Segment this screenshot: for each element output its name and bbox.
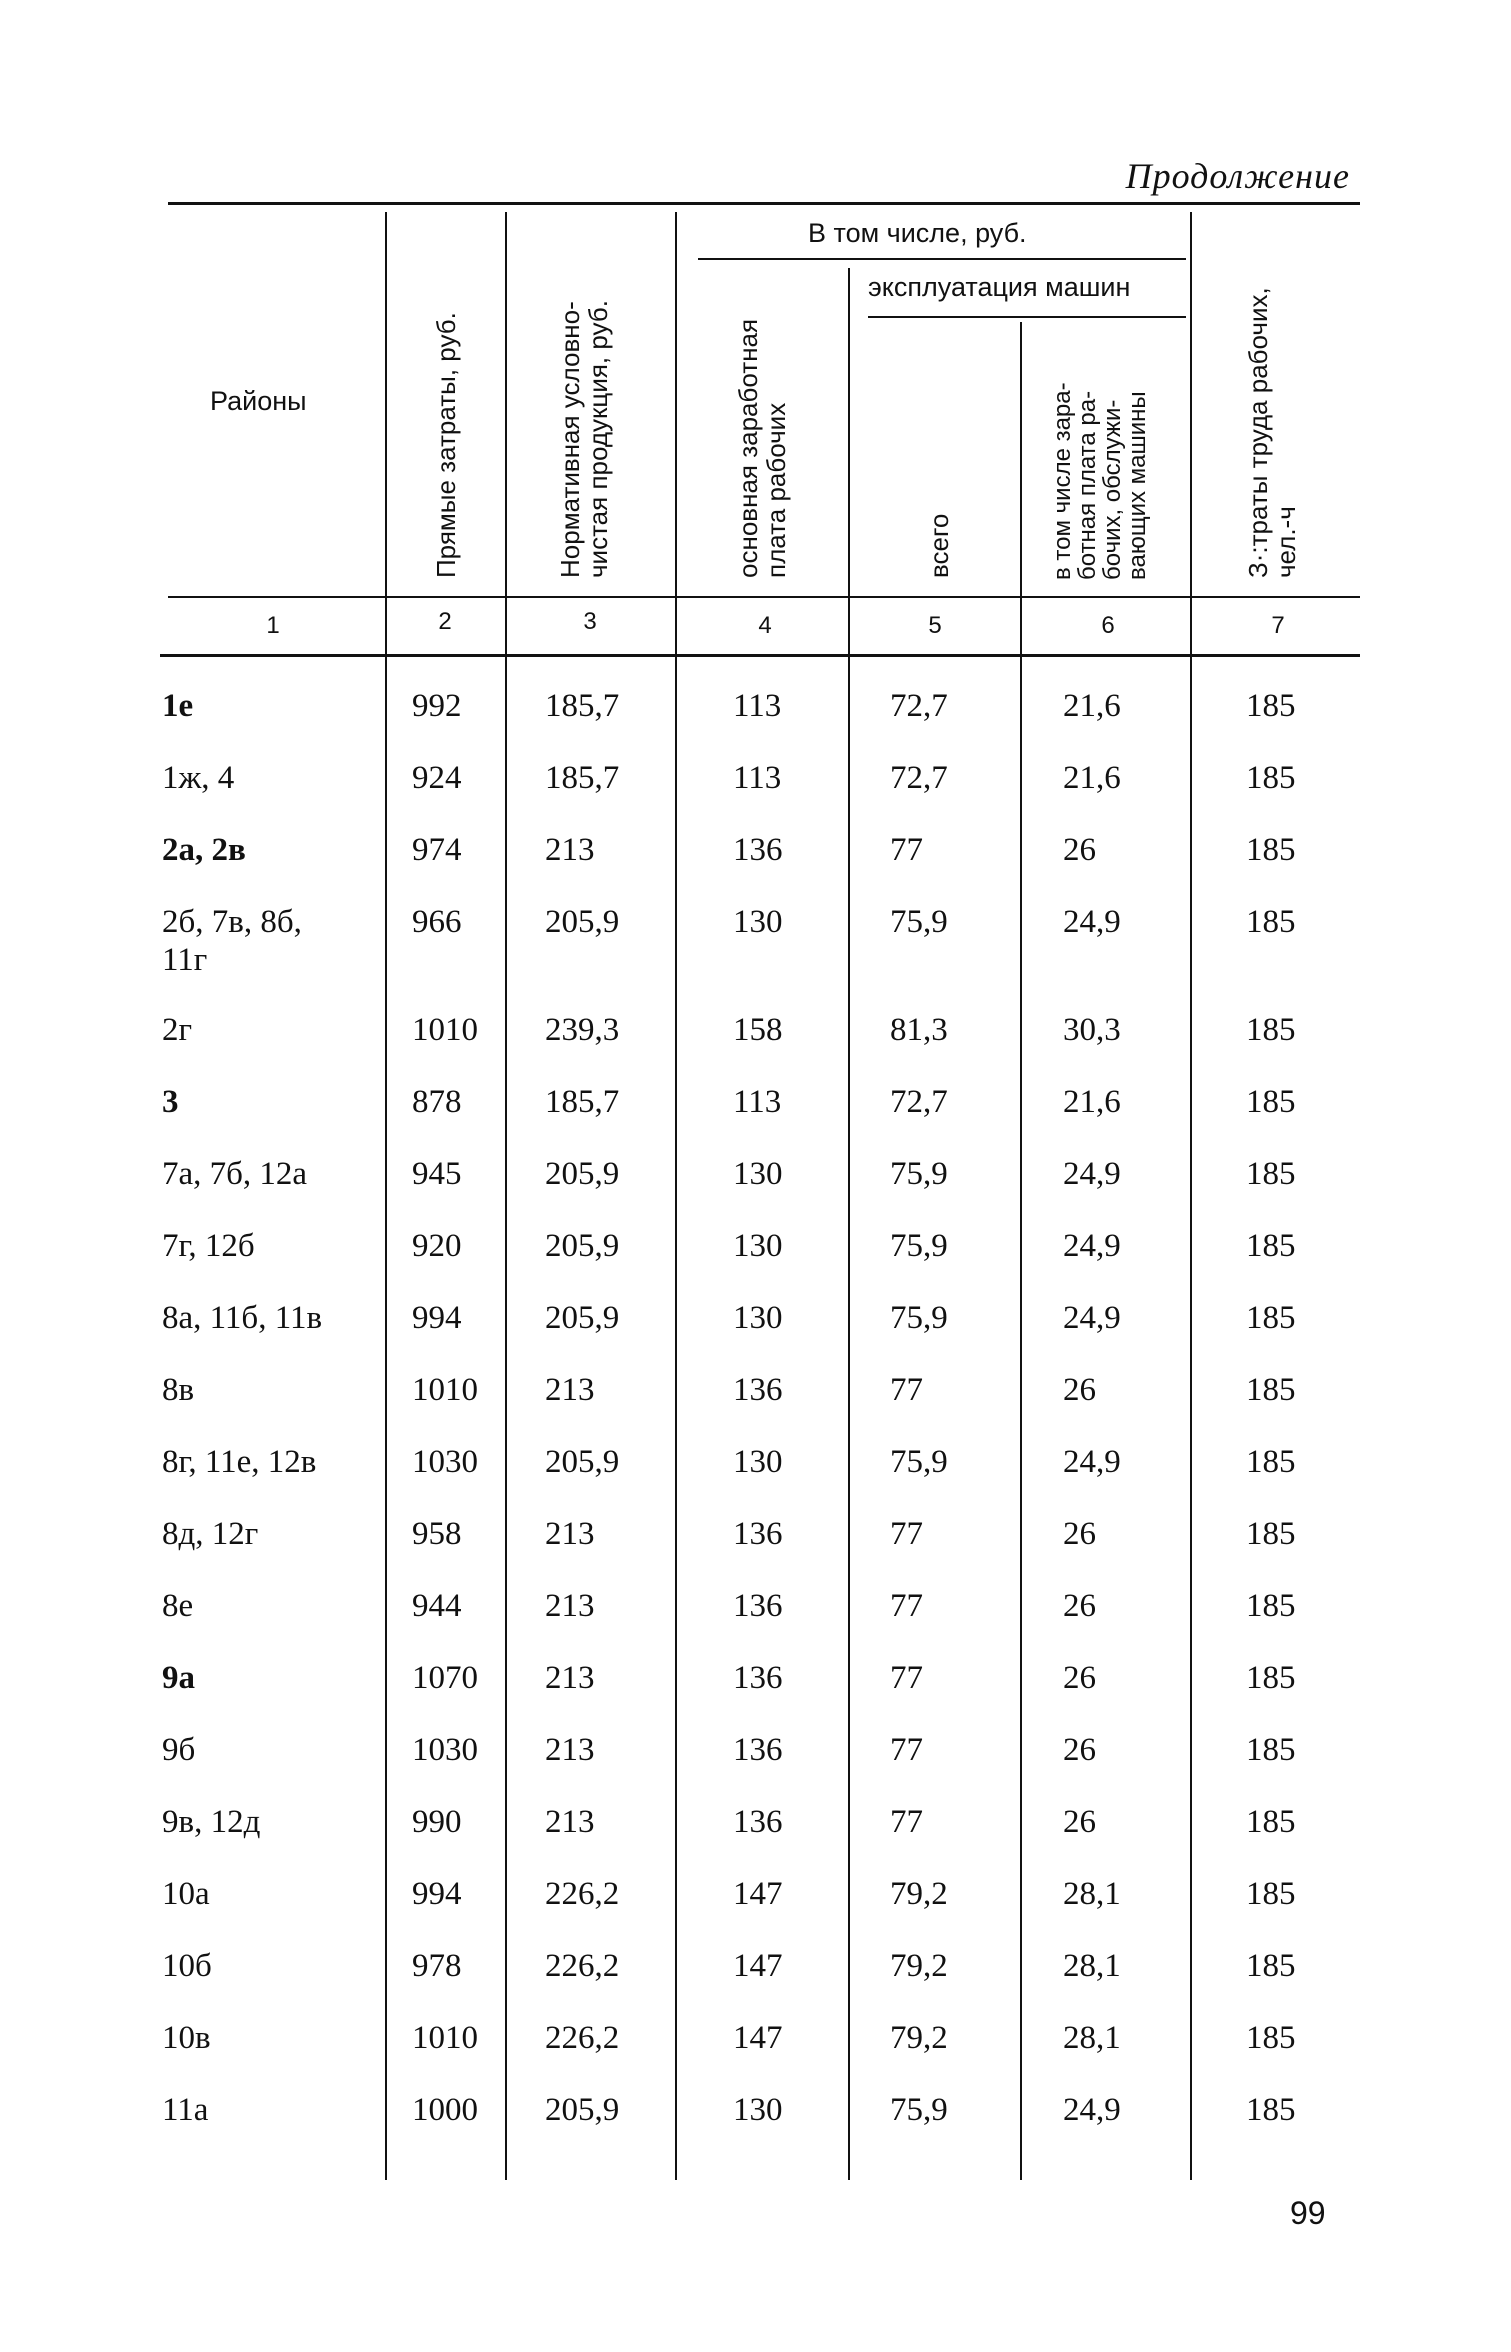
header-incl-line3: бочих, обслужи- xyxy=(1099,399,1126,580)
header-total-text: всего xyxy=(924,513,954,578)
cell-incl: 26 xyxy=(1063,1804,1096,1840)
cell-labor: 185 xyxy=(1246,1372,1296,1408)
district-cell: 10в xyxy=(162,2020,211,2056)
cell-labor: 185 xyxy=(1246,1516,1296,1552)
cell-wage: 130 xyxy=(733,904,783,940)
column-divider-6 xyxy=(1190,212,1192,2180)
cell-norm: 185,7 xyxy=(545,760,620,796)
cell-incl: 26 xyxy=(1063,1516,1096,1552)
district-cell: 2б, 7в, 8б, xyxy=(162,904,302,940)
cell-labor: 185 xyxy=(1246,2020,1296,2056)
cell-direct: 920 xyxy=(412,1228,462,1264)
header-basic-wage-line2: плата рабочих xyxy=(761,402,791,578)
cell-total: 72,7 xyxy=(890,688,948,724)
cell-incl: 24,9 xyxy=(1063,904,1121,940)
cell-direct: 994 xyxy=(412,1300,462,1336)
cell-wage: 147 xyxy=(733,1948,783,1984)
cell-labor: 185 xyxy=(1246,1444,1296,1480)
cell-wage: 113 xyxy=(733,760,782,796)
column-divider-2 xyxy=(505,212,507,2180)
cell-direct: 992 xyxy=(412,688,462,724)
cell-incl: 26 xyxy=(1063,1732,1096,1768)
column-number-7: 7 xyxy=(1271,612,1285,639)
cell-labor: 185 xyxy=(1246,1084,1296,1120)
district-cell: 1е xyxy=(162,688,194,724)
cell-direct: 924 xyxy=(412,760,462,796)
header-direct-costs-text: Прямые затраты, руб. xyxy=(431,312,461,578)
cell-incl: 28,1 xyxy=(1063,1948,1121,1984)
header-total xyxy=(925,514,953,578)
district-cell: 8а, 11б, 11в xyxy=(162,1300,323,1336)
cell-wage: 136 xyxy=(733,1516,783,1552)
cell-labor: 185 xyxy=(1246,760,1296,796)
cell-incl: 28,1 xyxy=(1063,2020,1121,2056)
cell-wage: 136 xyxy=(733,1660,783,1696)
column-divider-3 xyxy=(675,212,677,2180)
district-cell: 2а, 2в xyxy=(162,832,246,868)
cell-labor: 185 xyxy=(1246,1732,1296,1768)
cell-wage: 158 xyxy=(733,1012,783,1048)
cell-total: 77 xyxy=(890,832,923,868)
column-numbers-rule xyxy=(160,654,1360,657)
group-header-rule xyxy=(698,258,1186,260)
cell-direct: 990 xyxy=(412,1804,462,1840)
header-incl-line1: в том числе зара- xyxy=(1049,382,1076,580)
cell-labor: 185 xyxy=(1246,1228,1296,1264)
cell-norm: 205,9 xyxy=(545,1300,620,1336)
cell-incl: 26 xyxy=(1063,1588,1096,1624)
cell-direct: 974 xyxy=(412,832,462,868)
cell-incl: 24,9 xyxy=(1063,1300,1121,1336)
cell-total: 81,3 xyxy=(890,1012,948,1048)
cell-labor: 185 xyxy=(1246,1012,1296,1048)
cell-incl: 26 xyxy=(1063,1660,1096,1696)
cell-norm: 185,7 xyxy=(545,1084,620,1120)
cell-labor: 185 xyxy=(1246,1588,1296,1624)
cell-direct: 966 xyxy=(412,904,462,940)
cell-norm: 213 xyxy=(545,1732,595,1768)
column-number-5: 5 xyxy=(928,612,942,639)
cell-wage: 113 xyxy=(733,688,782,724)
district-cell: 9а xyxy=(162,1660,195,1696)
header-basic-wage-line1: основная заработная xyxy=(733,318,763,578)
page-number: 99 xyxy=(1290,2195,1326,2231)
district-cell: 8д, 12г xyxy=(162,1516,259,1552)
cell-norm: 226,2 xyxy=(545,1876,620,1912)
cell-direct: 978 xyxy=(412,1948,462,1984)
cell-labor: 185 xyxy=(1246,1876,1296,1912)
column-divider-1 xyxy=(385,212,387,2180)
cell-wage: 136 xyxy=(733,1588,783,1624)
header-bottom-rule xyxy=(168,596,1360,598)
cell-norm: 226,2 xyxy=(545,2020,620,2056)
cell-incl: 24,9 xyxy=(1063,1444,1121,1480)
cell-total: 77 xyxy=(890,1732,923,1768)
cell-norm: 213 xyxy=(545,1660,595,1696)
cell-total: 77 xyxy=(890,1660,923,1696)
cell-incl: 26 xyxy=(1063,832,1096,868)
district-cell: 9в, 12д xyxy=(162,1804,261,1840)
cell-direct: 1030 xyxy=(412,1444,478,1480)
district-cell: 9б xyxy=(162,1732,196,1768)
district-cell: 10б xyxy=(162,1948,212,1984)
cell-incl: 21,6 xyxy=(1063,760,1121,796)
cell-labor: 185 xyxy=(1246,1804,1296,1840)
column-number-4: 4 xyxy=(758,612,772,639)
header-normative-line1: Нормативная условно- xyxy=(555,301,585,578)
header-including-wage-operators xyxy=(1050,382,1150,580)
cell-incl: 30,3 xyxy=(1063,1012,1121,1048)
cell-direct: 1010 xyxy=(412,2020,478,2056)
cell-total: 77 xyxy=(890,1516,923,1552)
header-districts: Районы xyxy=(210,386,307,416)
cell-incl: 21,6 xyxy=(1063,688,1121,724)
cell-total: 75,9 xyxy=(890,1444,948,1480)
column-number-2: 2 xyxy=(438,608,452,635)
district-cell: 11а xyxy=(162,2092,209,2128)
district-cell: 2г xyxy=(162,1012,193,1048)
cell-norm: 205,9 xyxy=(545,2092,620,2128)
cell-total: 75,9 xyxy=(890,904,948,940)
cell-wage: 136 xyxy=(733,832,783,868)
cell-direct: 994 xyxy=(412,1876,462,1912)
cell-norm: 213 xyxy=(545,1372,595,1408)
cell-total: 77 xyxy=(890,1372,923,1408)
cell-total: 75,9 xyxy=(890,2092,948,2128)
cell-total: 77 xyxy=(890,1588,923,1624)
header-normative-line2: чистая продукция, руб. xyxy=(583,300,613,578)
cell-total: 77 xyxy=(890,1804,923,1840)
district-cell: 8е xyxy=(162,1588,194,1624)
cell-norm: 205,9 xyxy=(545,1228,620,1264)
cell-wage: 147 xyxy=(733,2020,783,2056)
cell-total: 72,7 xyxy=(890,760,948,796)
district-cell: 10а xyxy=(162,1876,210,1912)
cell-total: 79,2 xyxy=(890,2020,948,2056)
header-labor-costs xyxy=(1244,287,1300,578)
cell-norm: 213 xyxy=(545,832,595,868)
column-number-3: 3 xyxy=(583,608,597,635)
header-incl-line2: ботная плата ра- xyxy=(1074,390,1101,580)
header-basic-wage xyxy=(734,319,790,578)
cell-wage: 130 xyxy=(733,1444,783,1480)
header-direct-costs xyxy=(432,312,460,578)
cell-norm: 226,2 xyxy=(545,1948,620,1984)
cell-wage: 136 xyxy=(733,1804,783,1840)
cell-wage: 147 xyxy=(733,1876,783,1912)
cell-labor: 185 xyxy=(1246,1660,1296,1696)
header-labor-line1: З·:траты труда рабочих, xyxy=(1243,287,1273,578)
cell-wage: 136 xyxy=(733,1372,783,1408)
header-normative-product xyxy=(556,300,612,578)
district-cell: 3 xyxy=(162,1084,179,1120)
cell-norm: 213 xyxy=(545,1804,595,1840)
cell-wage: 130 xyxy=(733,1300,783,1336)
cell-incl: 24,9 xyxy=(1063,2092,1121,2128)
cell-direct: 1010 xyxy=(412,1012,478,1048)
cell-wage: 113 xyxy=(733,1084,782,1120)
district-cell: 1ж, 4 xyxy=(162,760,235,796)
header-labor-line2: чел.-ч xyxy=(1271,506,1301,578)
cell-norm: 213 xyxy=(545,1588,595,1624)
cell-norm: 205,9 xyxy=(545,904,620,940)
cell-labor: 185 xyxy=(1246,1300,1296,1336)
machines-header-rule xyxy=(868,316,1186,318)
cell-direct: 878 xyxy=(412,1084,462,1120)
continuation-label: Продолжение xyxy=(1125,156,1350,196)
header-incl-line4: вающих машины xyxy=(1124,391,1151,580)
column-number-6: 6 xyxy=(1101,612,1115,639)
cell-labor: 185 xyxy=(1246,688,1296,724)
cell-direct: 944 xyxy=(412,1588,462,1624)
cell-total: 75,9 xyxy=(890,1156,948,1192)
cell-wage: 136 xyxy=(733,1732,783,1768)
cell-incl: 21,6 xyxy=(1063,1084,1121,1120)
cell-labor: 185 xyxy=(1246,1156,1296,1192)
cell-incl: 26 xyxy=(1063,1372,1096,1408)
cell-incl: 24,9 xyxy=(1063,1228,1121,1264)
cell-total: 75,9 xyxy=(890,1300,948,1336)
cell-incl: 28,1 xyxy=(1063,1876,1121,1912)
cell-norm: 205,9 xyxy=(545,1444,620,1480)
district-cell-continued: 11г xyxy=(162,942,208,978)
district-cell: 7а, 7б, 12а xyxy=(162,1156,308,1192)
cell-wage: 130 xyxy=(733,1156,783,1192)
cell-direct: 958 xyxy=(412,1516,462,1552)
cell-total: 79,2 xyxy=(890,1948,948,1984)
cell-labor: 185 xyxy=(1246,1948,1296,1984)
column-divider-5 xyxy=(1020,322,1022,2180)
cell-direct: 1010 xyxy=(412,1372,478,1408)
column-divider-4 xyxy=(848,268,850,2180)
cell-total: 72,7 xyxy=(890,1084,948,1120)
cell-norm: 185,7 xyxy=(545,688,620,724)
district-cell: 7г, 12б xyxy=(162,1228,255,1264)
column-number-1: 1 xyxy=(266,612,280,639)
cell-direct: 945 xyxy=(412,1156,462,1192)
district-cell: 8в xyxy=(162,1372,195,1408)
table-top-rule xyxy=(168,202,1360,205)
cell-wage: 130 xyxy=(733,2092,783,2128)
cell-direct: 1030 xyxy=(412,1732,478,1768)
cell-incl: 24,9 xyxy=(1063,1156,1121,1192)
cell-labor: 185 xyxy=(1246,832,1296,868)
district-cell: 8г, 11е, 12в xyxy=(162,1444,317,1480)
cell-norm: 239,3 xyxy=(545,1012,620,1048)
cell-labor: 185 xyxy=(1246,904,1296,940)
header-including-group: В том числе, руб. xyxy=(808,218,1027,248)
cell-total: 79,2 xyxy=(890,1876,948,1912)
cell-total: 75,9 xyxy=(890,1228,948,1264)
cell-norm: 205,9 xyxy=(545,1156,620,1192)
cell-norm: 213 xyxy=(545,1516,595,1552)
cell-direct: 1070 xyxy=(412,1660,478,1696)
cell-direct: 1000 xyxy=(412,2092,478,2128)
header-machine-operation: эксплуатация машин xyxy=(868,272,1131,302)
cell-labor: 185 xyxy=(1246,2092,1296,2128)
cell-wage: 130 xyxy=(733,1228,783,1264)
